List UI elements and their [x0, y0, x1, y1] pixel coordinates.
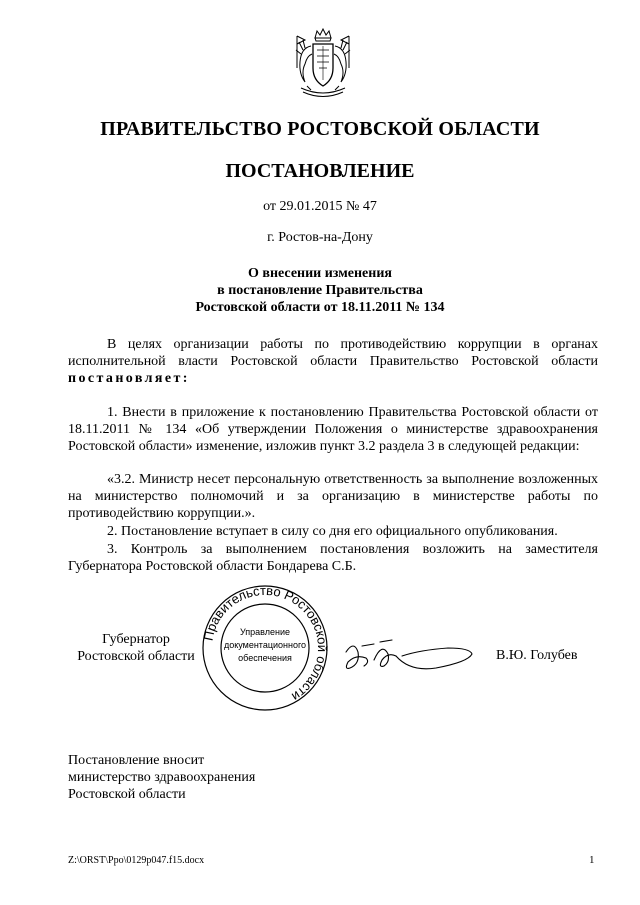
- resolves-word: постановляет:: [68, 371, 190, 387]
- coat-of-arms-emblem: [291, 28, 355, 102]
- document-type: ПОСТАНОВЛЕНИЕ: [225, 160, 415, 182]
- footer-file-path: Z:\ORST\Ppo\0129p047.f15.docx: [68, 855, 205, 866]
- submitter-note: [68, 752, 255, 803]
- signer-name: В.Ю. Голубев: [496, 648, 578, 663]
- document-city: г. Ростов-на-Дону: [267, 230, 373, 245]
- stamp-inner-line: обеспечения: [238, 653, 292, 663]
- stamp-inner-line: документационного: [223, 640, 307, 650]
- item-2-paragraph: 2. Постановление вступает в силу со дня его официального опубликования.: [107, 524, 558, 539]
- item-1-quote-paragraph: «3.2. Министр несет персональную ответственность за выполнение возложенных на министерство полномочий и за организацию в министерстве работы по противодействию коррупции.».: [68, 472, 598, 522]
- preamble-paragraph: [68, 336, 598, 388]
- organization-title: ПРАВИТЕЛЬСТВО РОСТОВСКОЙ ОБЛАСТИ: [100, 118, 540, 140]
- official-stamp: [200, 583, 330, 713]
- stamp-outer-text: Правительство Ростовской области: [200, 583, 330, 705]
- signer-title-line: Губернатор: [102, 632, 170, 647]
- note-line: министерство здравоохранения: [68, 770, 256, 785]
- signer-position: [66, 631, 206, 665]
- page-number: 1: [589, 854, 595, 866]
- stamp-inner-line: Управление: [239, 627, 291, 637]
- signer-title-line: Ростовской области: [77, 649, 195, 664]
- document-subject: [0, 265, 640, 316]
- note-line: Ростовской области: [68, 787, 186, 802]
- handwritten-signature: [340, 632, 480, 682]
- item-1-paragraph: 1. Внести в приложение к постановлению Правительства Ростовской области от 18.11.2011 № 134 «Об утверждении Положения о министерстве здравоохранения Ростовской области» изменение, изложив пункт 3.2 раздела 3 в следующей редакции:: [68, 405, 598, 455]
- subject-line: О внесении изменения: [248, 266, 392, 281]
- note-line: Постановление вносит: [68, 753, 205, 768]
- document-date-number: от 29.01.2015 № 47: [263, 199, 377, 214]
- subject-line: Ростовской области от 18.11.2011 № 134: [195, 300, 445, 315]
- subject-line: в постановление Правительства: [217, 283, 423, 298]
- item-3-paragraph: 3. Контроль за выполнением постановления возложить на заместителя Губернатора Ростовской области Бондарева С.Б.: [68, 542, 598, 575]
- preamble-text: В целях организации работы по противодействию коррупции в органах исполнительной власти Ростовской области Правительство Ростовской области: [68, 337, 598, 370]
